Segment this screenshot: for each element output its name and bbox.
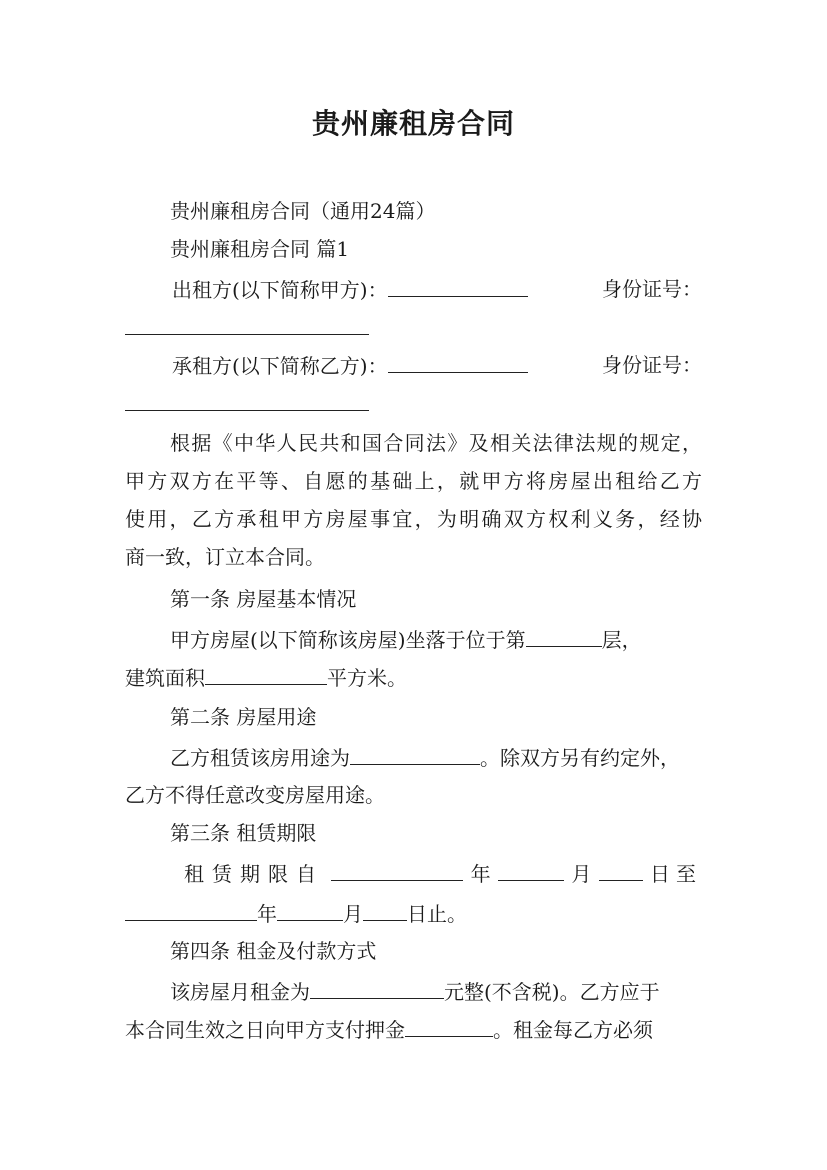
area-unit: 平方米。: [327, 666, 407, 690]
usage-text: 。除双方另有约定外，: [480, 746, 680, 770]
lessor-id-blank: [125, 314, 369, 335]
lessee-id-blank-line: [125, 390, 702, 417]
paragraph-line: 商一致，订立本合同。: [125, 545, 325, 569]
deposit-blank: [405, 1016, 493, 1037]
term-end-line: [125, 900, 702, 927]
paragraph-line: 乙方不得任意改变房屋用途。: [125, 783, 385, 807]
month-label: 月: [571, 862, 592, 886]
section-heading: 贵州廉租房合同 篇1: [170, 237, 350, 261]
lessee-name-blank: [388, 352, 528, 373]
usage-blank: [350, 744, 480, 765]
lessee-label: 承租方(以下简称乙方)：: [172, 354, 388, 378]
month-label: 月: [343, 902, 363, 926]
lessor-label: 出租方(以下简称甲方)：: [172, 278, 388, 302]
article-heading: 第三条 租赁期限: [170, 821, 317, 845]
article-heading: 第一条 房屋基本情况: [170, 587, 357, 611]
lessee-id-label: 身份证号：: [602, 353, 702, 377]
year-label: 年: [257, 902, 277, 926]
rent-label: 该房屋月租金为: [170, 980, 310, 1004]
day-to-label: 日至: [649, 862, 702, 886]
rent-blank: [310, 978, 444, 999]
subtitle-line: 贵州廉租房合同（通用24篇）: [170, 199, 436, 223]
end-year-blank: [125, 900, 257, 921]
rent-line: [170, 978, 702, 1005]
usage-label: 乙方租赁该房用途为: [170, 746, 350, 770]
day-end-label: 日止。: [407, 902, 467, 926]
area-line: [125, 664, 702, 691]
floor-blank: [526, 626, 602, 647]
lessee-line: [172, 352, 702, 379]
end-month-blank: [277, 900, 343, 921]
floor-line: [170, 626, 702, 653]
paragraph-line: 使用，乙方承租甲方房屋事宜，为明确双方权利义务，经协: [125, 507, 702, 531]
floor-text: 甲方房屋(以下简称该房屋)坐落于位于第: [170, 628, 526, 652]
year-label: 年: [470, 862, 491, 886]
end-day-blank: [363, 900, 407, 921]
floor-unit: 层，: [601, 628, 642, 652]
start-year-blank: [331, 860, 463, 881]
usage-line: [170, 744, 702, 771]
area-blank: [205, 664, 327, 685]
area-label: 建筑面积: [125, 666, 205, 690]
lessee-id-blank: [125, 390, 369, 411]
start-month-blank: [498, 860, 564, 881]
term-label: 租赁期限自: [184, 862, 324, 886]
rent-text: 元整(不含税)。乙方应于: [444, 980, 660, 1004]
lessor-line: [172, 276, 702, 303]
document-title: 贵州廉租房合同: [311, 107, 515, 140]
lessor-id-label: 身份证号：: [602, 277, 702, 301]
deposit-text: 。租金每乙方必须: [493, 1018, 653, 1042]
article-heading: 第四条 租金及付款方式: [170, 939, 377, 963]
lessor-id-blank-line: [125, 314, 702, 341]
lessor-name-blank: [388, 276, 528, 297]
paragraph-line: 根据《中华人民共和国合同法》及相关法律法规的规定，: [170, 431, 702, 455]
term-start-line: [184, 860, 702, 887]
start-day-blank: [599, 860, 643, 881]
deposit-label: 本合同生效之日向甲方支付押金: [125, 1018, 405, 1042]
article-heading: 第二条 房屋用途: [170, 705, 317, 729]
deposit-line: [125, 1016, 702, 1043]
paragraph-line: 甲方双方在平等、自愿的基础上，就甲方将房屋出租给乙方: [125, 469, 702, 493]
